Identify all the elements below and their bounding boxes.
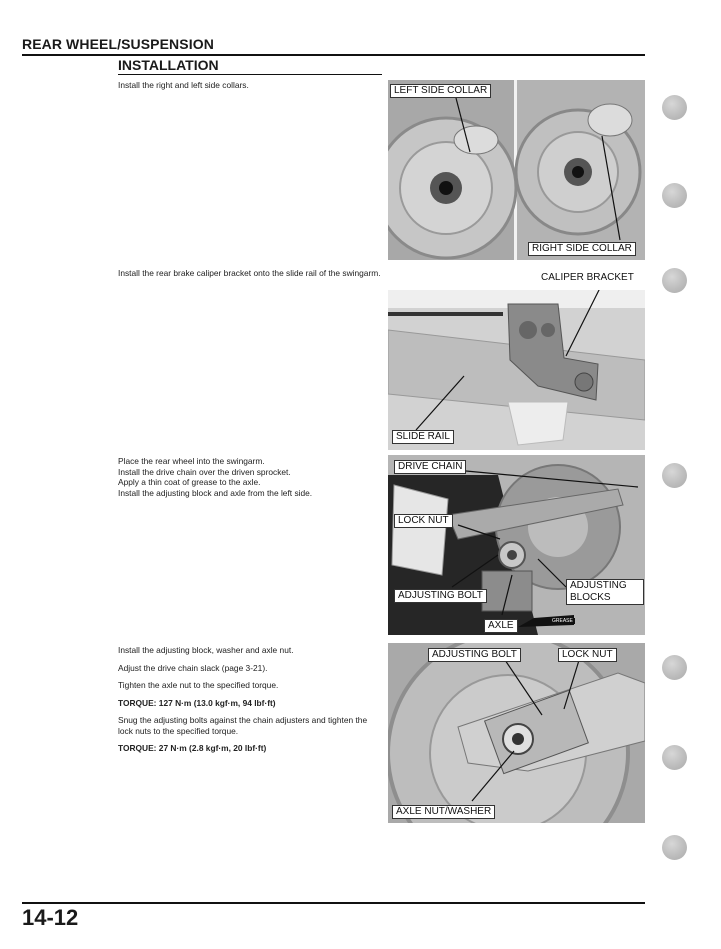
punch-hole (662, 745, 687, 770)
footer-rule (22, 902, 645, 904)
chain-axle-illustration (388, 455, 645, 635)
figure-collars-photo (388, 80, 645, 260)
axle-nut-illustration (388, 643, 645, 823)
punch-hole (662, 95, 687, 120)
grease-symbol: GREASE (552, 618, 573, 624)
chapter-title: REAR WHEEL/SUSPENSION (22, 36, 214, 52)
step-3-line-2: Install the drive chain over the driven sprocket. (118, 466, 291, 477)
torque-spec-1: TORQUE: 127 N·m (13.0 kgf·m, 94 lbf·ft) (118, 697, 276, 708)
section-title: INSTALLATION (118, 57, 219, 73)
step-2-line: Install the rear brake caliper bracket onto the slide rail of the swingarm. (118, 268, 381, 278)
label-right-side-collar: RIGHT SIDE COLLAR (528, 242, 636, 256)
step-3-line-3: Apply a thin coat of grease to the axle. (118, 477, 261, 487)
label-drive-chain: DRIVE CHAIN (394, 460, 466, 474)
section-rule (118, 74, 382, 75)
step-4-line-2: Adjust the drive chain slack (page 3-21). (118, 662, 268, 673)
figure-caliper-photo (388, 290, 645, 450)
punch-hole (662, 655, 687, 680)
wheel-hubs-illustration (388, 80, 645, 260)
header-rule (22, 54, 645, 56)
figure-axle-photo (388, 455, 645, 635)
label-adjusting-blocks: ADJUSTING BLOCKS (566, 579, 644, 605)
label-adjusting-bolt-2: ADJUSTING BOLT (428, 648, 521, 662)
punch-hole (662, 835, 687, 860)
punch-hole (662, 268, 687, 293)
step-1-text (118, 80, 382, 91)
step-2-text (118, 268, 382, 279)
step-3-text (118, 456, 382, 498)
label-axle: AXLE (484, 619, 518, 633)
label-adjusting-bolt: ADJUSTING BOLT (394, 589, 487, 603)
torque-spec-2: TORQUE: 27 N·m (2.8 kgf·m, 20 lbf·ft) (118, 743, 267, 753)
step-3-line-1: Place the rear wheel into the swingarm. (118, 456, 265, 466)
step-3-line-4: Install the adjusting block and axle from the left side. (118, 487, 313, 498)
swingarm-illustration (388, 290, 645, 450)
label-caliper-bracket: CALIPER BRACKET (541, 272, 634, 283)
label-lock-nut-2: LOCK NUT (558, 648, 617, 662)
label-axle-nut-washer: AXLE NUT/WASHER (392, 805, 495, 819)
label-slide-rail: SLIDE RAIL (392, 430, 454, 444)
punch-hole (662, 183, 687, 208)
step-4-text (118, 645, 382, 754)
page-number: 14-12 (22, 905, 79, 930)
figure-axle-nut-photo (388, 643, 645, 823)
step-4-line-3: Tighten the axle nut to the specified torque. (118, 680, 279, 690)
step-4-line-1: Install the adjusting block, washer and axle nut. (118, 645, 294, 655)
label-lock-nut: LOCK NUT (394, 514, 453, 528)
step-1-line: Install the right and left side collars. (118, 80, 249, 90)
punch-hole (662, 463, 687, 488)
label-left-side-collar: LEFT SIDE COLLAR (390, 84, 491, 98)
step-4-line-4: Snug the adjusting bolts against the chain adjusters and tighten the lock nuts to the specified torque. (118, 715, 368, 736)
